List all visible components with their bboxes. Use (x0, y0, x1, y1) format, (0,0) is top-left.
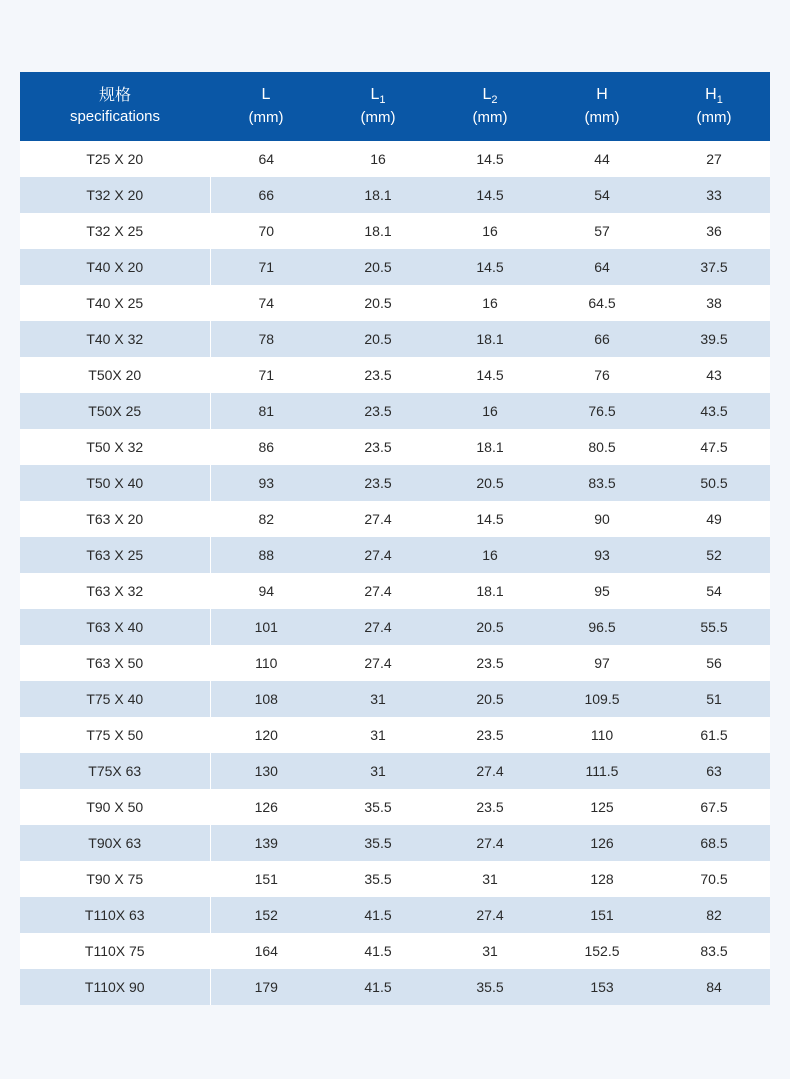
table-header (20, 72, 770, 141)
cell-value: 101 (210, 609, 322, 645)
table-row (20, 393, 770, 429)
column-header-main-2 (326, 84, 430, 108)
cell-value: 27.4 (322, 573, 434, 609)
cell-specification: T75X 63 (20, 753, 210, 789)
cell-value: 51 (658, 681, 770, 717)
cell-specification: T90X 63 (20, 825, 210, 861)
cell-value: 83.5 (546, 465, 658, 501)
cell-value: 139 (210, 825, 322, 861)
column-header-main-1 (214, 84, 318, 108)
cell-value: 57 (546, 213, 658, 249)
cell-value: 78 (210, 321, 322, 357)
cell-value: 153 (546, 969, 658, 1005)
cell-value: 93 (546, 537, 658, 573)
table-row (20, 321, 770, 357)
cell-value: 33 (658, 177, 770, 213)
cell-value: 31 (434, 861, 546, 897)
cell-value: 64 (210, 141, 322, 177)
cell-value: 76.5 (546, 393, 658, 429)
cell-value: 27.4 (322, 501, 434, 537)
column-header-main-4 (550, 84, 654, 108)
cell-value: 90 (546, 501, 658, 537)
column-header-sub-1: (mm) (248, 109, 284, 127)
cell-value: 81 (210, 393, 322, 429)
cell-value: 50.5 (658, 465, 770, 501)
cell-value: 54 (546, 177, 658, 213)
cell-value: 82 (658, 897, 770, 933)
cell-value: 23.5 (322, 393, 434, 429)
cell-value: 31 (322, 753, 434, 789)
cell-value: 20.5 (322, 249, 434, 285)
column-header-main-3 (438, 84, 542, 108)
cell-specification: T63 X 32 (20, 573, 210, 609)
column-header-main-0: 规格 (98, 87, 131, 105)
cell-value: 36 (658, 213, 770, 249)
cell-value: 39.5 (658, 321, 770, 357)
table-row (20, 933, 770, 969)
column-header-l2 (434, 72, 546, 141)
cell-value: 18.1 (434, 573, 546, 609)
cell-value: 27.4 (322, 537, 434, 573)
cell-value: 31 (322, 717, 434, 753)
cell-value: 88 (210, 537, 322, 573)
column-header-sub-5: (mm) (696, 109, 732, 127)
table-row (20, 717, 770, 753)
cell-value: 126 (210, 789, 322, 825)
cell-value: 14.5 (434, 357, 546, 393)
cell-specification: T32 X 20 (20, 177, 210, 213)
cell-value: 43.5 (658, 393, 770, 429)
cell-value: 27.4 (434, 753, 546, 789)
column-header-symbol-3: L (482, 86, 492, 103)
cell-value: 179 (210, 969, 322, 1005)
cell-value: 86 (210, 429, 322, 465)
cell-value: 152 (210, 897, 322, 933)
table-row (20, 897, 770, 933)
cell-value: 120 (210, 717, 322, 753)
cell-specification: T110X 63 (20, 897, 210, 933)
cell-value: 23.5 (322, 465, 434, 501)
cell-value: 18.1 (322, 213, 434, 249)
table-row (20, 645, 770, 681)
column-header-l1 (322, 72, 434, 141)
cell-specification: T75 X 40 (20, 681, 210, 717)
cell-value: 83.5 (658, 933, 770, 969)
table-row (20, 537, 770, 573)
cell-value: 66 (210, 177, 322, 213)
cell-value: 67.5 (658, 789, 770, 825)
cell-value: 61.5 (658, 717, 770, 753)
cell-value: 164 (210, 933, 322, 969)
cell-value: 27 (658, 141, 770, 177)
cell-value: 14.5 (434, 249, 546, 285)
cell-value: 27.4 (434, 897, 546, 933)
cell-value: 80.5 (546, 429, 658, 465)
cell-value: 96.5 (546, 609, 658, 645)
cell-value: 37.5 (658, 249, 770, 285)
column-header-symbol-1: L (261, 86, 271, 103)
table-row (20, 357, 770, 393)
cell-value: 151 (546, 897, 658, 933)
column-header-sub-4: (mm) (584, 109, 620, 127)
cell-specification: T50 X 32 (20, 429, 210, 465)
table-body (20, 141, 770, 1005)
cell-value: 35.5 (322, 825, 434, 861)
cell-value: 16 (434, 393, 546, 429)
column-header-subscript-3: 2 (491, 94, 498, 107)
cell-specification: T63 X 25 (20, 537, 210, 573)
table-row (20, 285, 770, 321)
cell-value: 43 (658, 357, 770, 393)
cell-value: 14.5 (434, 177, 546, 213)
column-header-h (546, 72, 658, 141)
column-header-specifications (20, 72, 210, 141)
cell-specification: T90 X 50 (20, 789, 210, 825)
cell-value: 82 (210, 501, 322, 537)
table-row (20, 789, 770, 825)
cell-value: 125 (546, 789, 658, 825)
cell-specification: T90 X 75 (20, 861, 210, 897)
column-header-sub-3: (mm) (472, 109, 508, 127)
column-header-sub-2: (mm) (360, 109, 396, 127)
cell-value: 16 (434, 213, 546, 249)
cell-value: 27.4 (434, 825, 546, 861)
table-row (20, 177, 770, 213)
cell-value: 31 (322, 681, 434, 717)
column-header-l (210, 72, 322, 141)
cell-value: 23.5 (434, 717, 546, 753)
cell-value: 76 (546, 357, 658, 393)
cell-value: 23.5 (322, 357, 434, 393)
cell-specification: T63 X 20 (20, 501, 210, 537)
cell-value: 20.5 (322, 285, 434, 321)
cell-value: 20.5 (434, 681, 546, 717)
column-header-symbol-2: L (370, 86, 380, 103)
cell-value: 23.5 (322, 429, 434, 465)
cell-value: 27.4 (322, 609, 434, 645)
table-row (20, 249, 770, 285)
cell-value: 16 (434, 537, 546, 573)
cell-value: 111.5 (546, 753, 658, 789)
cell-specification: T110X 90 (20, 969, 210, 1005)
cell-value: 94 (210, 573, 322, 609)
table-row (20, 429, 770, 465)
cell-value: 55.5 (658, 609, 770, 645)
column-header-h1 (658, 72, 770, 141)
cell-value: 152.5 (546, 933, 658, 969)
cell-value: 56 (658, 645, 770, 681)
cell-value: 31 (434, 933, 546, 969)
cell-specification: T63 X 50 (20, 645, 210, 681)
table-row (20, 753, 770, 789)
cell-value: 108 (210, 681, 322, 717)
table-row (20, 861, 770, 897)
cell-value: 23.5 (434, 645, 546, 681)
cell-specification: T75 X 50 (20, 717, 210, 753)
table-header-row (20, 72, 770, 141)
cell-value: 18.1 (434, 429, 546, 465)
table-row (20, 969, 770, 1005)
cell-value: 110 (546, 717, 658, 753)
cell-value: 95 (546, 573, 658, 609)
cell-value: 18.1 (322, 177, 434, 213)
cell-value: 63 (658, 753, 770, 789)
cell-value: 97 (546, 645, 658, 681)
table-row (20, 501, 770, 537)
cell-specification: T63 X 40 (20, 609, 210, 645)
cell-value: 68.5 (658, 825, 770, 861)
cell-value: 128 (546, 861, 658, 897)
cell-specification: T40 X 32 (20, 321, 210, 357)
cell-specification: T110X 75 (20, 933, 210, 969)
cell-specification: T25 X 20 (20, 141, 210, 177)
cell-value: 44 (546, 141, 658, 177)
table-row (20, 681, 770, 717)
cell-value: 35.5 (322, 789, 434, 825)
cell-value: 54 (658, 573, 770, 609)
cell-value: 35.5 (322, 861, 434, 897)
cell-value: 47.5 (658, 429, 770, 465)
table-row (20, 825, 770, 861)
cell-value: 74 (210, 285, 322, 321)
cell-value: 20.5 (322, 321, 434, 357)
cell-value: 93 (210, 465, 322, 501)
cell-value: 52 (658, 537, 770, 573)
cell-value: 20.5 (434, 465, 546, 501)
cell-value: 109.5 (546, 681, 658, 717)
cell-value: 16 (322, 141, 434, 177)
column-header-main-5 (662, 84, 766, 108)
cell-value: 41.5 (322, 897, 434, 933)
column-header-subscript-5: 1 (716, 94, 723, 107)
cell-value: 38 (658, 285, 770, 321)
cell-value: 126 (546, 825, 658, 861)
cell-value: 49 (658, 501, 770, 537)
cell-value: 14.5 (434, 501, 546, 537)
cell-value: 41.5 (322, 933, 434, 969)
table-row (20, 609, 770, 645)
cell-value: 71 (210, 249, 322, 285)
cell-specification: T32 X 25 (20, 213, 210, 249)
cell-value: 23.5 (434, 789, 546, 825)
cell-specification: T40 X 25 (20, 285, 210, 321)
cell-value: 70 (210, 213, 322, 249)
cell-value: 66 (546, 321, 658, 357)
cell-value: 18.1 (434, 321, 546, 357)
cell-value: 71 (210, 357, 322, 393)
cell-specification: T50X 20 (20, 357, 210, 393)
column-header-subscript-2: 1 (379, 94, 386, 107)
table-row (20, 573, 770, 609)
specifications-table (20, 72, 770, 1005)
cell-value: 64.5 (546, 285, 658, 321)
cell-value: 70.5 (658, 861, 770, 897)
table-row (20, 213, 770, 249)
cell-value: 130 (210, 753, 322, 789)
cell-value: 151 (210, 861, 322, 897)
cell-specification: T40 X 20 (20, 249, 210, 285)
table-row (20, 141, 770, 177)
cell-specification: T50 X 40 (20, 465, 210, 501)
cell-value: 16 (434, 285, 546, 321)
cell-value: 41.5 (322, 969, 434, 1005)
cell-value: 110 (210, 645, 322, 681)
cell-value: 14.5 (434, 141, 546, 177)
column-header-symbol-4: H (596, 86, 608, 103)
cell-value: 35.5 (434, 969, 546, 1005)
cell-value: 64 (546, 249, 658, 285)
column-header-sub-0: specifications (69, 107, 161, 125)
cell-specification: T50X 25 (20, 393, 210, 429)
cell-value: 20.5 (434, 609, 546, 645)
table-row (20, 465, 770, 501)
cell-value: 27.4 (322, 645, 434, 681)
column-header-symbol-5: H (705, 86, 717, 103)
cell-value: 84 (658, 969, 770, 1005)
